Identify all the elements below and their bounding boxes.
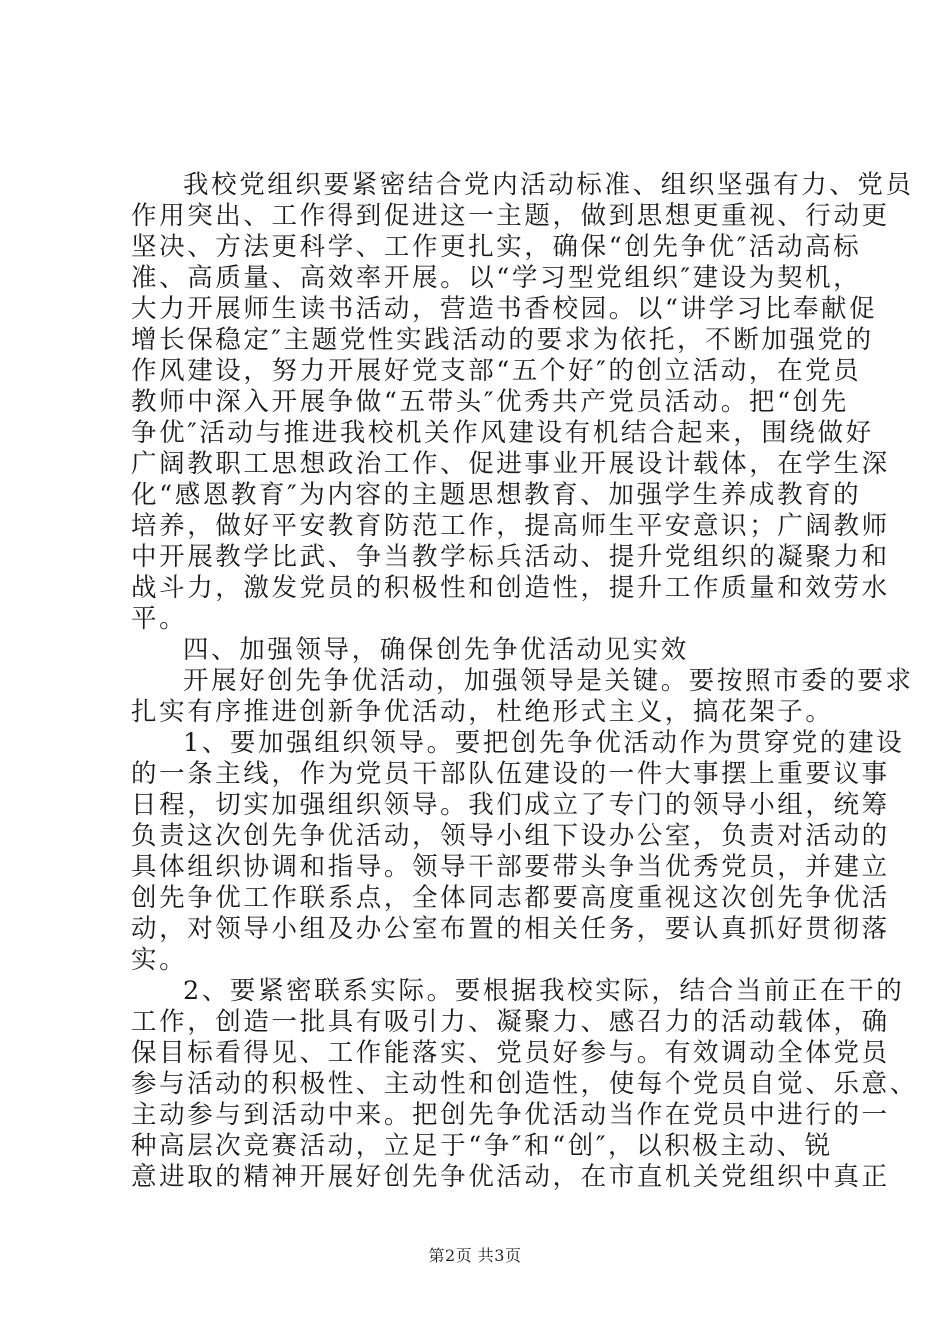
text-line: 开展好创先争优活动，加强领导是关键。要按照市委的要求 <box>183 666 914 696</box>
text-line: 战斗力，激发党员的积极性和创造性，提升工作质量和效劳水 <box>131 573 890 603</box>
text-line: 参与活动的积极性、主动性和创造性，使每个党员自觉、乐意、 <box>131 1069 918 1099</box>
text-line: 2、要紧密联系实际。要根据我校实际，结合当前正在干的 <box>183 976 905 1006</box>
text-line: 增长保稳定″主题党性实践活动的要求为依托，不断加强党的 <box>131 325 874 355</box>
text-line: 四、加强领导，确保创先争优活动见实效 <box>183 635 689 665</box>
text-line: 创先争优工作联系点，全体同志都要高度重视这次创先争优活 <box>131 883 890 913</box>
text-line: 教师中深入开展争做“五带头″优秀共产党员活动。把“创先 <box>131 387 849 417</box>
text-line: 广阔教职工思想政治工作、促进事业开展设计载体，在学生深 <box>131 449 890 479</box>
text-line: 平。 <box>131 604 188 634</box>
text-line: 我校党组织要紧密结合党内活动标准、组织坚强有力、党员 <box>183 170 914 200</box>
text-line: 种高层次竞赛活动，立足于“争″和“创″，以积极主动、锐 <box>131 1131 833 1161</box>
body-text <box>131 170 918 1193</box>
text-line: 作用突出、工作得到促进这一主题，做到思想更重视、行动更 <box>131 201 890 231</box>
text-line: 的一条主线，作为党员干部队伍建设的一件大事摆上重要议事 <box>131 759 890 789</box>
text-line: 大力开展师生读书活动，营造书香校园。以“讲学习比奉献促 <box>131 294 878 324</box>
text-line: 1、要加强组织领导。要把创先争优活动作为贯穿党的建设 <box>183 728 905 758</box>
text-line: 争优″活动与推进我校机关作风建设有机结合起来，围绕做好 <box>131 418 874 448</box>
text-line: 中开展教学比武、争当教学标兵活动、提升党组织的凝聚力和 <box>131 542 890 572</box>
text-line: 工作，创造一批具有吸引力、凝聚力、感召力的活动载体，确 <box>131 1007 890 1037</box>
text-line: 主动参与到活动中来。把创先争优活动当作在党员中进行的一 <box>131 1100 890 1130</box>
text-line: 意进取的精神开展好创先争优活动，在市直机关党组织中真正 <box>131 1162 890 1192</box>
text-line: 准、高质量、高效率开展。以“学习型党组织″建设为契机， <box>131 263 862 293</box>
text-line: 作风建设，努力开展好党支部“五个好″的创立活动，在党员 <box>131 356 862 386</box>
text-line: 坚决、方法更科学、工作更扎实，确保“创先争优″活动高标 <box>131 232 862 262</box>
text-line: 保目标看得见、工作能落实、党员好参与。有效调动全体党员 <box>131 1038 890 1068</box>
text-line: 实。 <box>131 945 188 975</box>
text-line: 扎实有序推进创新争优活动，杜绝形式主义，搞花架子。 <box>131 697 834 727</box>
text-line: 化“感恩教育″为内容的主题思想教育、加强学生养成教育的 <box>131 480 862 510</box>
text-line: 负责这次创先争优活动，领导小组下设办公室，负责对活动的 <box>131 821 890 851</box>
text-line: 培养，做好平安教育防范工作，提高师生平安意识；广阔教师 <box>131 511 890 541</box>
page-footer: 第2页 共3页 <box>428 1246 522 1265</box>
text-line: 具体组织协调和指导。领导干部要带头争当优秀党员，并建立 <box>131 852 890 882</box>
text-line: 日程，切实加强组织领导。我们成立了专门的领导小组，统筹 <box>131 790 890 820</box>
text-line: 动，对领导小组及办公室布置的相关任务，要认真抓好贯彻落 <box>131 914 890 944</box>
